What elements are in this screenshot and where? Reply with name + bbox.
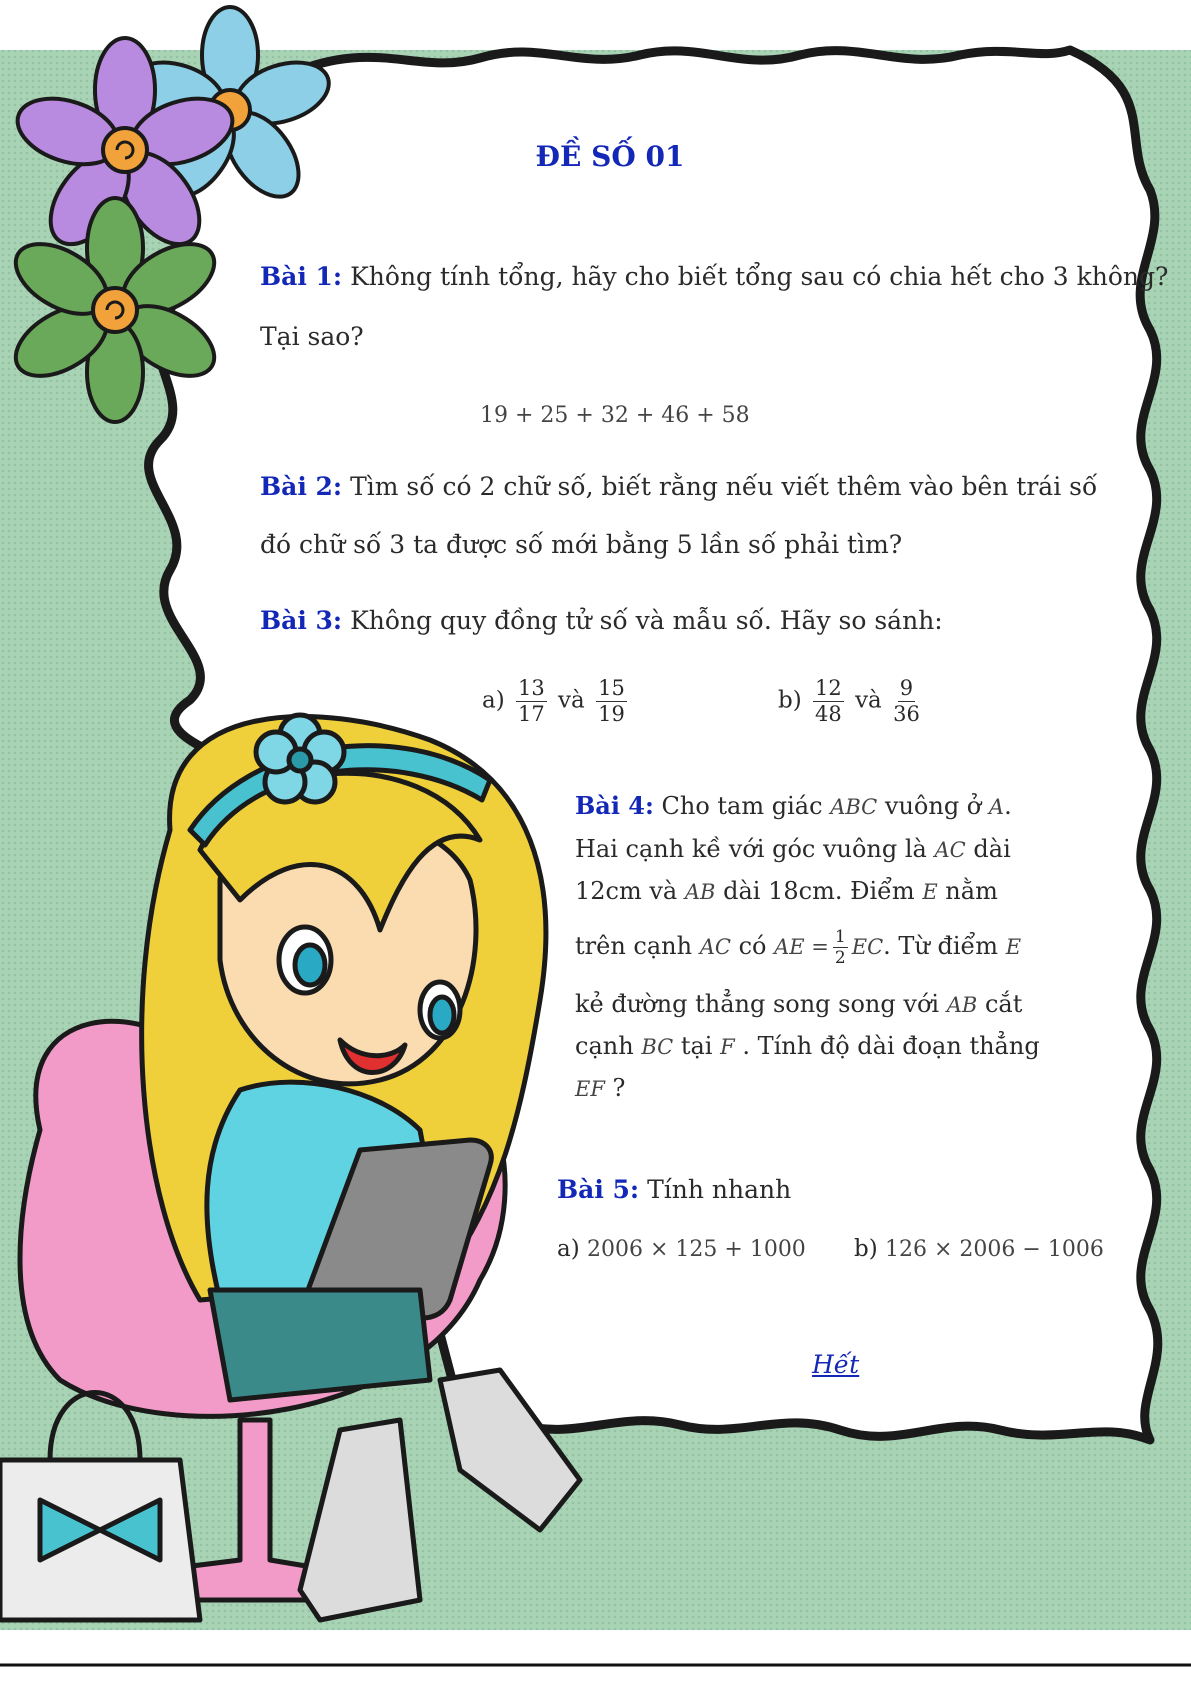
math-ec: EC xyxy=(851,935,884,959)
bai2-text: Tìm số có 2 chữ số, biết rằng nếu viết thêm vào bên trái số xyxy=(350,472,1098,501)
bai3-a-label: a) xyxy=(482,687,505,714)
fraction-one-half xyxy=(833,927,848,968)
bai4-text: 12cm và xyxy=(575,877,678,905)
denominator: 36 xyxy=(893,702,920,726)
math-bc: BC xyxy=(641,1035,674,1059)
bai4-text: dài 18cm. Điểm xyxy=(723,877,915,905)
bai2-label: Bài 2: xyxy=(260,472,343,501)
math-e: E xyxy=(1005,935,1022,959)
denominator: 17 xyxy=(518,702,545,726)
bai5-b-expression: 126 × 2006 − 1006 xyxy=(885,1237,1104,1262)
bai4-text: cạnh xyxy=(575,1032,634,1060)
math-a: A xyxy=(988,795,1005,819)
numerator: 12 xyxy=(815,676,842,700)
bai4-text: cắt xyxy=(984,990,1023,1018)
fraction-12-48 xyxy=(813,676,844,727)
math-abc: ABC xyxy=(830,795,878,819)
bai4-text: . Từ điểm xyxy=(883,932,999,960)
math-ae: AE = xyxy=(774,935,829,959)
denominator: 48 xyxy=(815,702,842,726)
math-ef: EF xyxy=(575,1077,605,1101)
numerator: 1 xyxy=(834,927,846,947)
bai3-label: Bài 3: xyxy=(260,606,343,635)
bai5-text: Tính nhanh xyxy=(647,1175,792,1204)
math-ac: AC xyxy=(934,838,966,862)
bai4-line5 xyxy=(575,983,1090,1026)
end-mark: Hết xyxy=(812,1350,860,1379)
bai3-text: Không quy đồng tử số và mẫu số. Hãy so sánh: xyxy=(350,606,943,635)
bai5-label: Bài 5: xyxy=(557,1175,640,1204)
bai5-part-a xyxy=(557,1236,806,1262)
numerator: 15 xyxy=(598,676,625,700)
bai4-text: . Tính độ dài đoạn thẳng xyxy=(742,1032,1040,1060)
bai2-line2: đó chữ số 3 ta được số mới bằng 5 lần số phải tìm? xyxy=(260,530,903,559)
bai4-line3 xyxy=(575,870,1090,913)
bai1-text: Không tính tổng, hãy cho biết tổng sau có chia hết cho 3 không? xyxy=(350,262,1169,291)
bai2-line1 xyxy=(260,472,1097,501)
bai4-label: Bài 4: xyxy=(575,791,654,820)
math-e: E xyxy=(922,880,938,904)
bai4-text: . xyxy=(1004,792,1012,820)
fraction-13-17 xyxy=(516,676,547,727)
handbag xyxy=(0,1460,200,1620)
math-ac: AC xyxy=(699,935,731,959)
bai5-b-label: b) xyxy=(854,1236,878,1262)
bai4-text: ? xyxy=(612,1074,626,1102)
bai4-text: kẻ đường thẳng song song với xyxy=(575,990,940,1018)
bai4-line4 xyxy=(575,925,1090,968)
bai1-expression: 19 + 25 + 32 + 46 + 58 xyxy=(480,403,750,428)
fraction-15-19 xyxy=(596,676,627,727)
bai4-line1 xyxy=(575,785,1090,828)
numerator: 13 xyxy=(518,676,545,700)
bai4-text: vuông ở xyxy=(884,792,982,820)
denominator: 19 xyxy=(598,702,625,726)
bai4-text: nằm xyxy=(945,877,998,905)
math-ab: AB xyxy=(684,880,716,904)
bai4-text: Cho tam giác xyxy=(661,792,823,820)
bai3-b-label: b) xyxy=(778,687,802,714)
denominator: 2 xyxy=(834,948,846,968)
bai1-line xyxy=(260,262,1168,291)
math-ab: AB xyxy=(946,993,978,1017)
bai1-label: Bài 1: xyxy=(260,262,343,291)
bai1-text2: Tại sao? xyxy=(260,322,364,351)
bai3-line xyxy=(260,606,943,635)
bai4-line6 xyxy=(575,1025,1090,1068)
page-title: ĐỀ SỐ 01 xyxy=(535,140,685,173)
bai5-a-label: a) xyxy=(557,1236,580,1262)
bai4-line2 xyxy=(575,828,1090,871)
fraction-9-36 xyxy=(893,676,920,727)
bai4-text: Hai cạnh kề với góc vuông là xyxy=(575,835,927,863)
bai3-part-a xyxy=(482,676,631,727)
bai5-line xyxy=(557,1175,791,1204)
bai5-a-expression: 2006 × 125 + 1000 xyxy=(587,1237,806,1262)
bai4-line7 xyxy=(575,1067,1090,1110)
bai4-text: dài xyxy=(973,835,1011,863)
bai4-text: có xyxy=(738,932,767,960)
bai5-part-b xyxy=(854,1236,1104,1262)
bai4-text: trên cạnh xyxy=(575,932,693,960)
math-f: F xyxy=(720,1035,735,1059)
conjunction: và xyxy=(855,687,882,714)
numerator: 9 xyxy=(899,676,914,700)
bai3-part-b xyxy=(778,676,924,727)
conjunction: và xyxy=(558,687,585,714)
bai4-text: tại xyxy=(680,1032,713,1060)
